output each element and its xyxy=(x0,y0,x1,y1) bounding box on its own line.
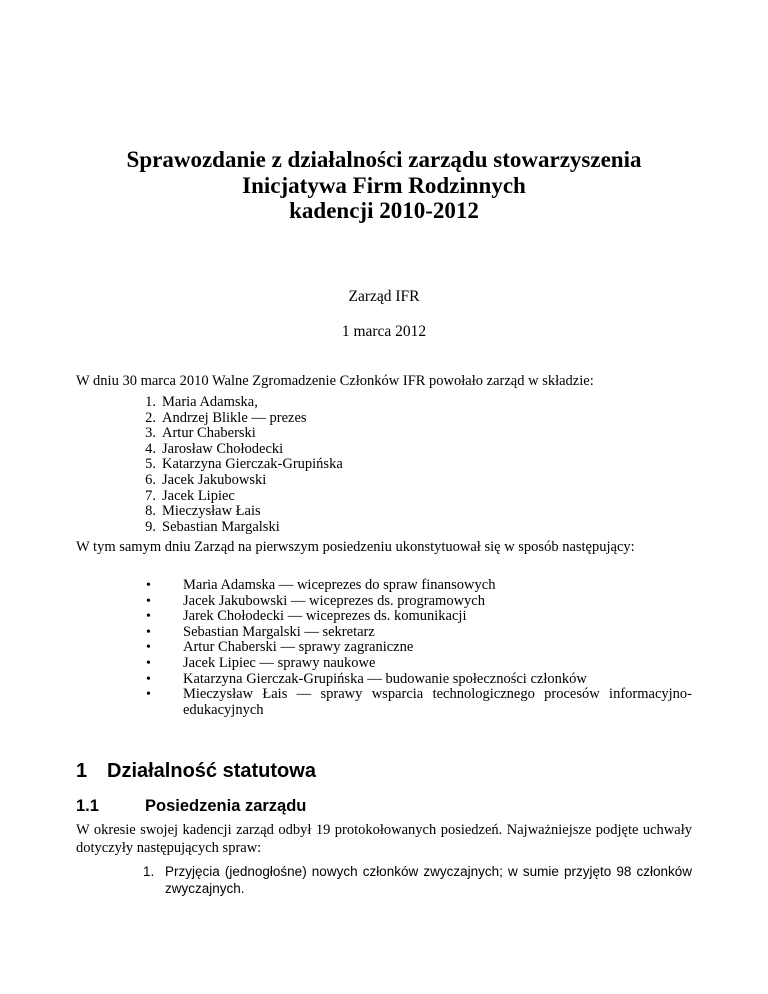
list-item xyxy=(146,670,692,688)
list-item xyxy=(145,471,343,489)
list-number: 8. xyxy=(145,503,156,520)
title-line-2: Inicjatywa Firm Rodzinnych xyxy=(242,172,526,198)
roles-list xyxy=(146,577,692,718)
list-number: 5. xyxy=(145,456,156,473)
list-item xyxy=(146,686,692,718)
bullet-icon: • xyxy=(146,687,151,703)
list-item-text: Sebastian Margalski — sekretarz xyxy=(183,623,375,640)
section-title: Działalność statutowa xyxy=(107,760,316,782)
list-item-text: Katarzyna Gierczak-Grupińska — budowanie społeczności członków xyxy=(183,670,587,687)
list-number: 4. xyxy=(145,440,156,457)
title-line-3: kadencji 2010-2012 xyxy=(289,198,479,223)
list-number: 9. xyxy=(145,518,156,535)
list-item-text: Jacek Jakubowski xyxy=(162,471,267,488)
constitution-paragraph: W tym samym dniu Zarząd na pierwszym posiedzeniu ukonstytuował się w sposób następujący: xyxy=(76,539,635,555)
list-number: 7. xyxy=(145,487,156,504)
list-item-text: Katarzyna Gierczak-Grupińska xyxy=(162,456,343,473)
bullet-icon: • xyxy=(146,593,151,609)
list-item-text: Sebastian Margalski xyxy=(162,518,280,535)
list-item-text: Andrzej Blikle — prezes xyxy=(162,409,307,426)
document-date: 1 marca 2012 xyxy=(341,323,427,340)
list-item-text: Jarosław Chołodecki xyxy=(162,440,284,457)
section-heading xyxy=(76,760,316,783)
list-item xyxy=(146,577,692,594)
section-number: 1 xyxy=(76,760,88,782)
list-item xyxy=(145,440,343,458)
list-number: 6. xyxy=(145,471,156,488)
list-item xyxy=(146,623,692,641)
list-item xyxy=(146,608,692,625)
list-item xyxy=(143,863,692,897)
list-item xyxy=(146,654,692,672)
subsection-title: Posiedzenia zarządu xyxy=(145,797,307,815)
list-item xyxy=(145,487,343,505)
list-item xyxy=(145,394,343,411)
list-item-text: Przyjęcia (jednogłośne) nowych członków zwyczajnych; w sumie przyjęto 98 członków zwyczajnych. xyxy=(165,864,692,896)
list-item xyxy=(146,639,692,656)
title-line-1: Sprawozdanie z działalności zarządu stowarzyszenia xyxy=(126,147,642,172)
list-item-text: Artur Chaberski xyxy=(162,425,256,442)
bullet-icon: • xyxy=(146,640,151,656)
list-item-text: Jacek Lipiec xyxy=(162,487,235,504)
list-item-text: Jacek Jakubowski — wiceprezes ds. programowych xyxy=(183,592,485,609)
list-item xyxy=(145,425,343,442)
board-members-list xyxy=(145,394,343,535)
document-author: Zarząd IFR xyxy=(348,288,420,305)
list-item-text: Jacek Lipiec — sprawy naukowe xyxy=(183,654,376,671)
list-number: 3. xyxy=(145,425,156,442)
bullet-icon: • xyxy=(146,671,151,687)
bullet-icon: • xyxy=(146,578,151,593)
subsection-number: 1.1 xyxy=(76,797,99,815)
document-title xyxy=(0,147,768,224)
list-item-text: Artur Chaberski — sprawy zagraniczne xyxy=(183,639,414,656)
list-number: 1. xyxy=(145,394,156,410)
bullet-icon: • xyxy=(146,624,151,640)
intro-paragraph: W dniu 30 marca 2010 Walne Zgromadzenie Członków IFR powołało zarząd w składzie: xyxy=(76,373,594,389)
subsection-heading xyxy=(76,797,306,816)
bullet-icon: • xyxy=(146,609,151,625)
list-item xyxy=(146,592,692,610)
list-item xyxy=(145,518,343,536)
meetings-paragraph: W okresie swojej kadencji zarząd odbył 19 protokołowanych posiedzeń. Najważniejsze podjęte uchwały dotyczyły następujących spraw: xyxy=(76,822,692,856)
list-number: 1. xyxy=(143,864,155,879)
list-number: 2. xyxy=(145,409,156,426)
list-item-text: Maria Adamska — wiceprezes do spraw finansowych xyxy=(183,577,496,593)
list-item-text: Maria Adamska, xyxy=(162,394,258,410)
list-item-text: Jarek Chołodecki — wiceprezes ds. komunikacji xyxy=(183,608,467,625)
resolutions-list xyxy=(143,863,692,897)
list-item xyxy=(145,503,343,520)
list-item-text: Mieczysław Łais xyxy=(162,503,261,520)
list-item xyxy=(145,456,343,473)
list-item-text: Mieczysław Łais — sprawy wsparcia technologicznego procesów informacyjno-edukacyjnych xyxy=(183,686,692,718)
bullet-icon: • xyxy=(146,655,151,671)
list-item xyxy=(145,409,343,427)
